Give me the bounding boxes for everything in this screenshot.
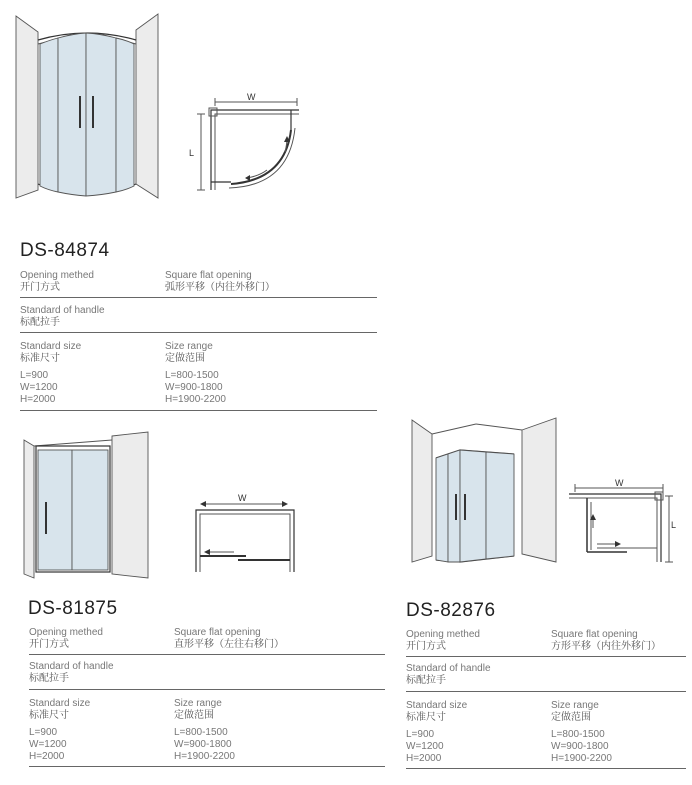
divider <box>29 654 385 655</box>
standard-size-label: Standard size 标准尺寸 <box>20 341 82 364</box>
size-range-label: Size range 定做范围 <box>165 341 213 364</box>
quadrant-plan-diagram <box>189 92 305 204</box>
standard-size-values: L=900 W=1200 H=2000 <box>406 729 444 764</box>
standard-size-label: Standard size 标准尺寸 <box>29 698 91 721</box>
size-range-label: Size range 定做范围 <box>551 700 599 723</box>
divider <box>406 656 686 657</box>
divider <box>29 689 385 690</box>
divider <box>20 297 377 298</box>
handle-label: Standard of handle 标配拉手 <box>20 305 105 328</box>
size-range-label: Size range 定做范围 <box>174 698 222 721</box>
straight-enclosure-illustration <box>22 430 152 580</box>
dim-l-label: L <box>189 148 195 158</box>
divider <box>406 768 686 769</box>
product-code: DS-82876 <box>406 600 496 621</box>
opening-method-value: Square flat opening 方形平移（内往外移门） <box>551 629 661 652</box>
opening-method-label: Opening methed 开门方式 <box>406 629 480 652</box>
standard-size-values: L=900 W=1200 H=2000 <box>20 370 58 405</box>
divider <box>20 332 377 333</box>
divider <box>29 766 385 767</box>
size-range-values: L=800-1500 W=900-1800 H=1900-2200 <box>551 729 612 764</box>
handle-label: Standard of handle 标配拉手 <box>29 661 114 684</box>
opening-method-label: Opening methed 开门方式 <box>20 270 94 293</box>
product-code: DS-84874 <box>20 240 110 261</box>
square-enclosure-illustration <box>410 416 560 566</box>
opening-method-label: Opening methed 开门方式 <box>29 627 103 650</box>
dim-w-label: W <box>247 92 256 102</box>
dim-w-label: W <box>238 493 247 503</box>
standard-size-values: L=900 W=1200 H=2000 <box>29 727 67 762</box>
size-range-values: L=800-1500 W=900-1800 H=1900-2200 <box>165 370 226 405</box>
dim-w-label: W <box>615 478 624 488</box>
divider <box>406 691 686 692</box>
square-plan-diagram <box>567 478 679 564</box>
standard-size-label: Standard size 标准尺寸 <box>406 700 468 723</box>
straight-plan-diagram <box>190 492 300 577</box>
divider <box>20 410 377 411</box>
opening-method-value: Square flat opening 弧形平移（内往外移门） <box>165 270 275 293</box>
quadrant-enclosure-illustration <box>14 12 164 202</box>
size-range-values: L=800-1500 W=900-1800 H=1900-2200 <box>174 727 235 762</box>
opening-method-value: Square flat opening 直形平移（左往右移门） <box>174 627 284 650</box>
dim-l-label: L <box>671 520 677 530</box>
product-code: DS-81875 <box>28 598 118 619</box>
handle-label: Standard of handle 标配拉手 <box>406 663 491 686</box>
